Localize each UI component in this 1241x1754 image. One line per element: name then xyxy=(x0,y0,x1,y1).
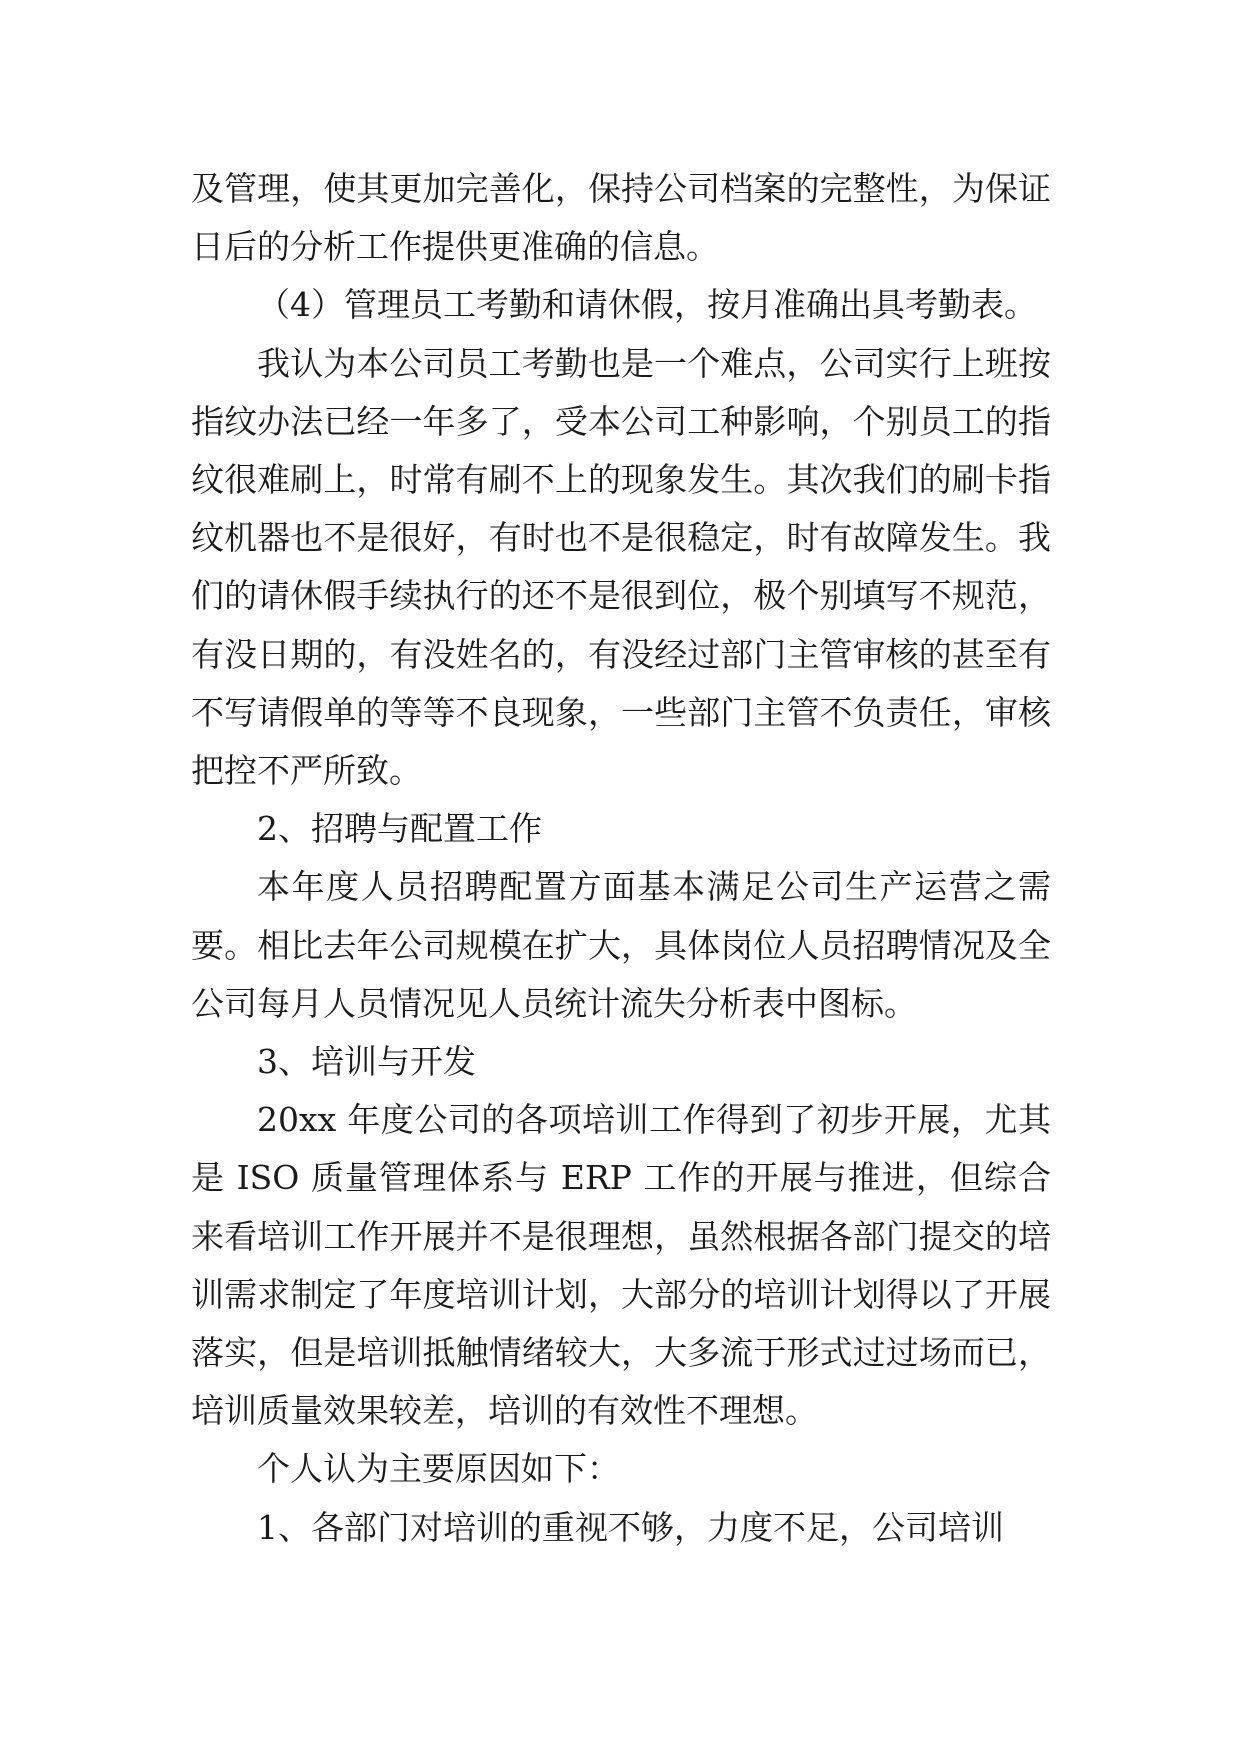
section-heading-recruitment: 2、招聘与配置工作 xyxy=(257,809,542,849)
paragraph-attendance-heading: （4）管理员工考勤和请休假，按月准确出具考勤表。 xyxy=(257,285,1037,325)
paragraph-recruitment: 本年度人员招聘配置方面基本满足公司生产运营之需要。相比去年公司规模在扩大，具体岗位人员招聘情况及全公司每月人员情况见人员统计流失分析表中图标。 xyxy=(191,867,1051,1023)
paragraph-archive-management: 及管理，使其更加完善化，保持公司档案的完整性，为保证日后的分析工作提供更准确的信息。 xyxy=(191,169,1051,267)
paragraph-attendance-issues: 我认为本公司员工考勤也是一个难点，公司实行上班按指纹办法已经一年多了，受本公司工种影响，个别员工的指纹很难刷上，时常有刷不上的现象发生。其次我们的刷卡指纹机器也不是很好，有时也不是很稳定，时有故障发生。我们的请休假手续执行的还不是很到位，极个别填写不规范，有没日期的，有没姓名的，有没经过部门主管审核的甚至有不写请假单的等等不良现象，一些部门主管不负责任，审核把控不严所致。 xyxy=(191,343,1051,791)
paragraph-reason-1: 1、各部门对培训的重视不够，力度不足，公司培训 xyxy=(257,1507,1004,1547)
section-heading-training: 3、培训与开发 xyxy=(257,1042,476,1082)
paragraph-reasons-intro: 个人认为主要原因如下： xyxy=(257,1449,620,1489)
paragraph-training: 20xx 年度公司的各项培训工作得到了初步开展，尤其是 ISO 质量管理体系与 ERP 工作的开展与推进，但综合来看培训工作开展并不是很理想，虽然根据各部门提交的培训需求制定了年度培训计划，大部分的培训计划得以了开展落实，但是培训抵触情绪较大，大多流于形式过过场而已，培训质量效果较差，培训的有效性不理想。 xyxy=(191,1100,1051,1431)
document-body xyxy=(191,160,1051,1557)
